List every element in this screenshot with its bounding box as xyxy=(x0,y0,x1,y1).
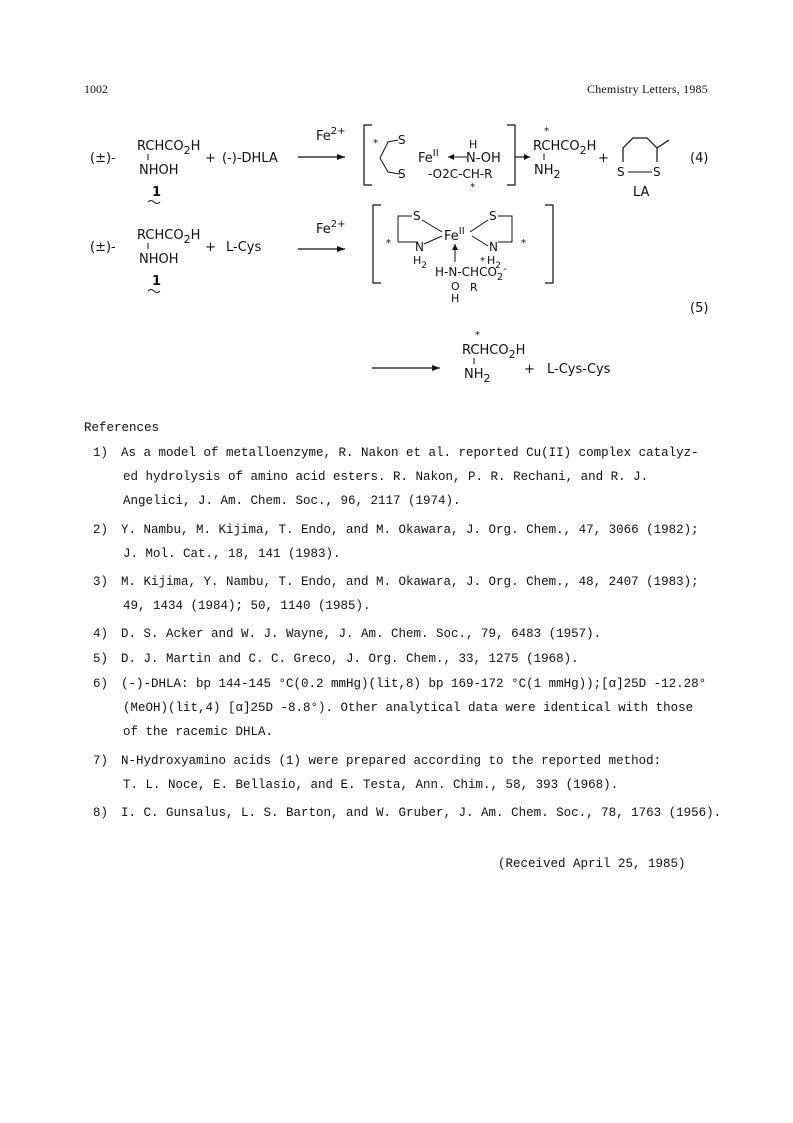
la-ring xyxy=(623,138,669,162)
reference-number: 2) xyxy=(93,523,109,537)
scheme5-bracket-right xyxy=(545,205,553,283)
scheme5-bracket-left xyxy=(373,205,381,283)
reference-item xyxy=(93,801,723,825)
reference-item xyxy=(93,441,723,513)
scheme4-catalyst: $Fe^{2+}$ xyxy=(316,126,346,144)
scheme5-plus1: + xyxy=(205,240,216,255)
reference-item xyxy=(93,518,723,566)
reference-line: ed hydrolysis of amino acid esters. R. Nakon, P. R. Rechani, and R. J. xyxy=(123,470,649,484)
scheme4-bracket-right xyxy=(507,125,515,185)
scheme4-plus2: + xyxy=(598,151,609,166)
reference-line: I. C. Gunsalus, L. S. Barton, and W. Gruber, J. Am. Chem. Soc., 78, 1763 (1956). xyxy=(121,806,722,820)
reaction-schemes xyxy=(0,0,793,400)
scheme5-complex-fe: $Fe^{II}$ xyxy=(444,226,465,244)
scheme4-plus1: + xyxy=(205,151,216,166)
svg-text:*: * xyxy=(470,182,475,193)
reference-line: (MeOH)(lit,4) [α]25D -8.8°). Other analytical data were identical with those xyxy=(123,701,694,715)
reference-number: 4) xyxy=(93,627,109,641)
svg-text:S: S xyxy=(489,209,497,223)
reference-line: 49, 1434 (1984); 50, 1140 (1985). xyxy=(123,599,371,613)
scheme4-nhoh: NHOH xyxy=(139,163,179,178)
reference-number: 5) xyxy=(93,652,109,666)
scheme4-ring xyxy=(380,140,400,174)
reference-line: Y. Nambu, M. Kijima, T. Endo, and M. Okawara, J. Org. Chem., 47, 3066 (1982); xyxy=(121,523,699,537)
scheme5-catalyst: $Fe^{2+}$ xyxy=(316,219,346,237)
reference-item xyxy=(93,672,723,744)
reference-number: 8) xyxy=(93,806,109,820)
scheme4-complex-fe: $Fe^{II}$ xyxy=(418,148,439,166)
svg-text:*: * xyxy=(475,330,480,341)
scheme4-reagent: (-)-DHLA xyxy=(222,151,278,166)
references-heading: References xyxy=(84,421,160,435)
scheme4-acid: $RCHCO_2H$ xyxy=(137,139,201,157)
reference-item xyxy=(93,622,723,646)
svg-text:S: S xyxy=(398,133,406,147)
scheme5-acid: $RCHCO_2H$ xyxy=(137,228,201,246)
reference-item xyxy=(93,570,723,618)
scheme5-product-nh2: $NH_2$ xyxy=(464,367,491,385)
reference-line: of the racemic DHLA. xyxy=(123,725,274,739)
svg-text:H2: $H_2$ xyxy=(413,254,428,271)
scheme5-product-acid: $RCHCO_2H$ xyxy=(462,343,526,361)
reference-line: N-Hydroxyamino acids (1) were prepared according to the reported method: xyxy=(121,754,662,768)
svg-text:O: O xyxy=(451,280,460,293)
scheme4-complex-noh: N-OH xyxy=(466,151,501,166)
scheme4-bracket-left xyxy=(364,125,372,185)
journal-header: Chemistry Letters, 1985 xyxy=(587,82,708,96)
svg-text:*: * xyxy=(544,126,549,137)
reference-line: J. Mol. Cat., 18, 141 (1983). xyxy=(123,547,341,561)
reference-number: 6) xyxy=(93,677,109,691)
svg-text:*: * xyxy=(480,256,485,267)
la-label: LA xyxy=(633,185,650,200)
reference-line: As a model of metalloenzyme, R. Nakon et al. reported Cu(II) complex catalyz- xyxy=(121,446,699,460)
svg-text:*: * xyxy=(373,138,378,149)
svg-text:*: * xyxy=(386,238,391,249)
scheme4-tilde xyxy=(148,201,160,204)
svg-text:N: N xyxy=(415,240,424,254)
scheme5-racemic: (±)- xyxy=(90,240,116,255)
svg-text:S: S xyxy=(617,165,625,179)
scheme4-compound-num: 1 xyxy=(152,185,162,200)
eq5-number: (5) xyxy=(690,301,709,316)
reference-line: T. L. Noce, E. Bellasio, and E. Testa, Ann. Chim., 58, 393 (1968). xyxy=(123,778,619,792)
reference-number: 3) xyxy=(93,575,109,589)
svg-text:H2: $H_2$ xyxy=(487,254,502,271)
eq4-number: (4) xyxy=(690,151,709,166)
reference-line: (-)-DHLA: bp 144-145 °C(0.2 mmHg)(lit,8) bp 169-172 °C(1 mmHg));[α]25D -12.28° xyxy=(121,677,707,691)
scheme4-complex-carboxylate: -O2C-CH-R xyxy=(428,167,493,181)
scheme5-nhoh: NHOH xyxy=(139,252,179,267)
svg-text:R: R xyxy=(470,281,478,294)
scheme4-product-acid: $RCHCO_2H$ xyxy=(533,139,597,157)
svg-text:S: S xyxy=(398,167,406,181)
svg-text:N: N xyxy=(489,240,498,254)
scheme5-plus2: + xyxy=(524,362,535,377)
reference-line: Angelici, J. Am. Chem. Soc., 96, 2117 (1974). xyxy=(123,494,461,508)
svg-text:S: S xyxy=(653,165,661,179)
svg-text:*: * xyxy=(521,238,526,249)
reference-item xyxy=(93,749,723,797)
reference-item xyxy=(93,647,723,671)
svg-text:H: H xyxy=(451,292,460,305)
scheme4-racemic: (±)- xyxy=(90,151,116,166)
scheme5-compound-num: 1 xyxy=(152,274,162,289)
scheme5-coproduct: L-Cys-Cys xyxy=(547,362,611,377)
received-date: (Received April 25, 1985) xyxy=(498,857,686,871)
page-number: 1002 xyxy=(84,82,108,96)
reference-number: 7) xyxy=(93,754,109,768)
scheme5-complex-lower: $H-N-CHCO_2^-$ xyxy=(435,264,507,283)
scheme4-product-nh2: $NH_2$ xyxy=(534,163,561,181)
svg-text:S: S xyxy=(413,209,421,223)
reference-line: D. J. Martin and C. C. Greco, J. Org. Chem., 33, 1275 (1968). xyxy=(121,652,579,666)
reference-number: 1) xyxy=(93,446,109,460)
reference-line: M. Kijima, Y. Nambu, T. Endo, and M. Okawara, J. Org. Chem., 48, 2407 (1983); xyxy=(121,575,699,589)
reference-line: D. S. Acker and W. J. Wayne, J. Am. Chem. Soc., 79, 6483 (1957). xyxy=(121,627,602,641)
scheme4-complex-h: H xyxy=(469,138,478,151)
scheme5-reagent: L-Cys xyxy=(226,240,262,255)
